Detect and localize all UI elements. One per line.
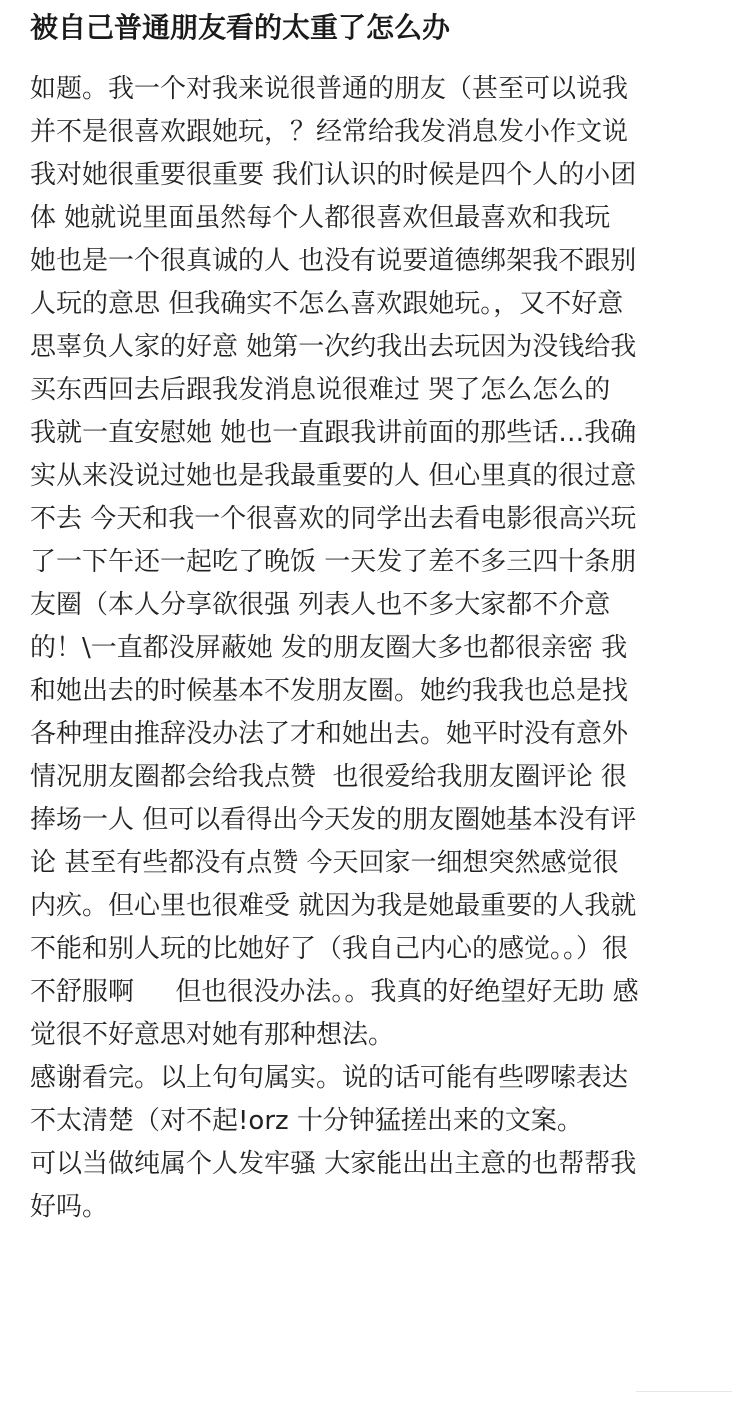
post-body-line: 如题。我一个对我来说很普通的朋友（甚至可以说我 <box>30 74 629 104</box>
post-body-line: 并不是很喜欢跟她玩，？经常给我发消息发小作文说 <box>30 117 629 147</box>
post-body-line: 我就一直安慰她 她也一直跟我讲前面的那些话…我确 <box>30 418 637 448</box>
post-body-line: 不去 今天和我一个很喜欢的同学出去看电影很高兴玩 <box>30 504 637 534</box>
post-body-line: 和她出去的时候基本不发朋友圈。她约我我也总是找 <box>30 676 629 706</box>
post-body-line: 好吗。 <box>30 1192 109 1222</box>
post-body <box>30 68 720 1229</box>
post-body-line: 买东西回去后跟我发消息说很难过 哭了怎么怎么的 <box>30 375 611 405</box>
post-body-line: 体 她就说里面虽然每个人都很喜欢但最喜欢和我玩 <box>30 203 611 233</box>
post-body-line: 不太清楚（对不起!orz 十分钟猛搓出来的文案。 <box>30 1106 583 1136</box>
post-body-line: 感谢看完。以上句句属实。说的话可能有些啰嗦表达 <box>30 1063 629 1093</box>
post-body-line: 觉很不好意思对她有那种想法。 <box>30 1020 395 1050</box>
watermark: ________________ <box>636 1378 732 1392</box>
post-body-line: 不能和别人玩的比她好了（我自己内心的感觉。。）很 <box>30 934 629 964</box>
post-body-line: 实从来没说过她也是我最重要的人 但心里真的很过意 <box>30 461 637 491</box>
post-body-line: 情况朋友圈都会给我点赞 也很爱给我朋友圈评论 很 <box>30 762 627 792</box>
post-body-line: 了一下午还一起吃了晚饭 一天发了差不多三四十条朋 <box>30 547 637 577</box>
post-body-line: 捧场一人 但可以看得出今天发的朋友圈她基本没有评 <box>30 805 637 835</box>
post-body-line: 她也是一个很真诚的人 也没有说要道德绑架我不跟别 <box>30 246 637 276</box>
post-body-line: 友圈（本人分享欲很强 列表人也不多大家都不介意 <box>30 590 611 620</box>
post-body-line: 可以当做纯属个人发牢骚 大家能出出主意的也帮帮我 <box>30 1149 637 1179</box>
post-body-line: 不舒服啊 但也很没办法。。我真的好绝望好无助 感 <box>30 977 639 1007</box>
post-title: 被自己普通朋友看的太重了怎么办 <box>30 11 451 44</box>
post-body-line: 内疚。但心里也很难受 就因为我是她最重要的人我就 <box>30 891 637 921</box>
post-body-line: 思辜负人家的好意 她第一次约我出去玩因为没钱给我 <box>30 332 637 362</box>
post-body-line: 的！\一直都没屏蔽她 发的朋友圈大多也都很亲密 我 <box>30 633 628 663</box>
post-body-line: 论 甚至有些都没有点赞 今天回家一细想突然感觉很 <box>30 848 619 878</box>
post-body-line: 人玩的意思 但我确实不怎么喜欢跟她玩。，又不好意 <box>30 289 624 319</box>
post-body-line: 各种理由推辞没办法了才和她出去。她平时没有意外 <box>30 719 629 749</box>
post-body-line: 我对她很重要很重要 我们认识的时候是四个人的小团 <box>30 160 637 190</box>
